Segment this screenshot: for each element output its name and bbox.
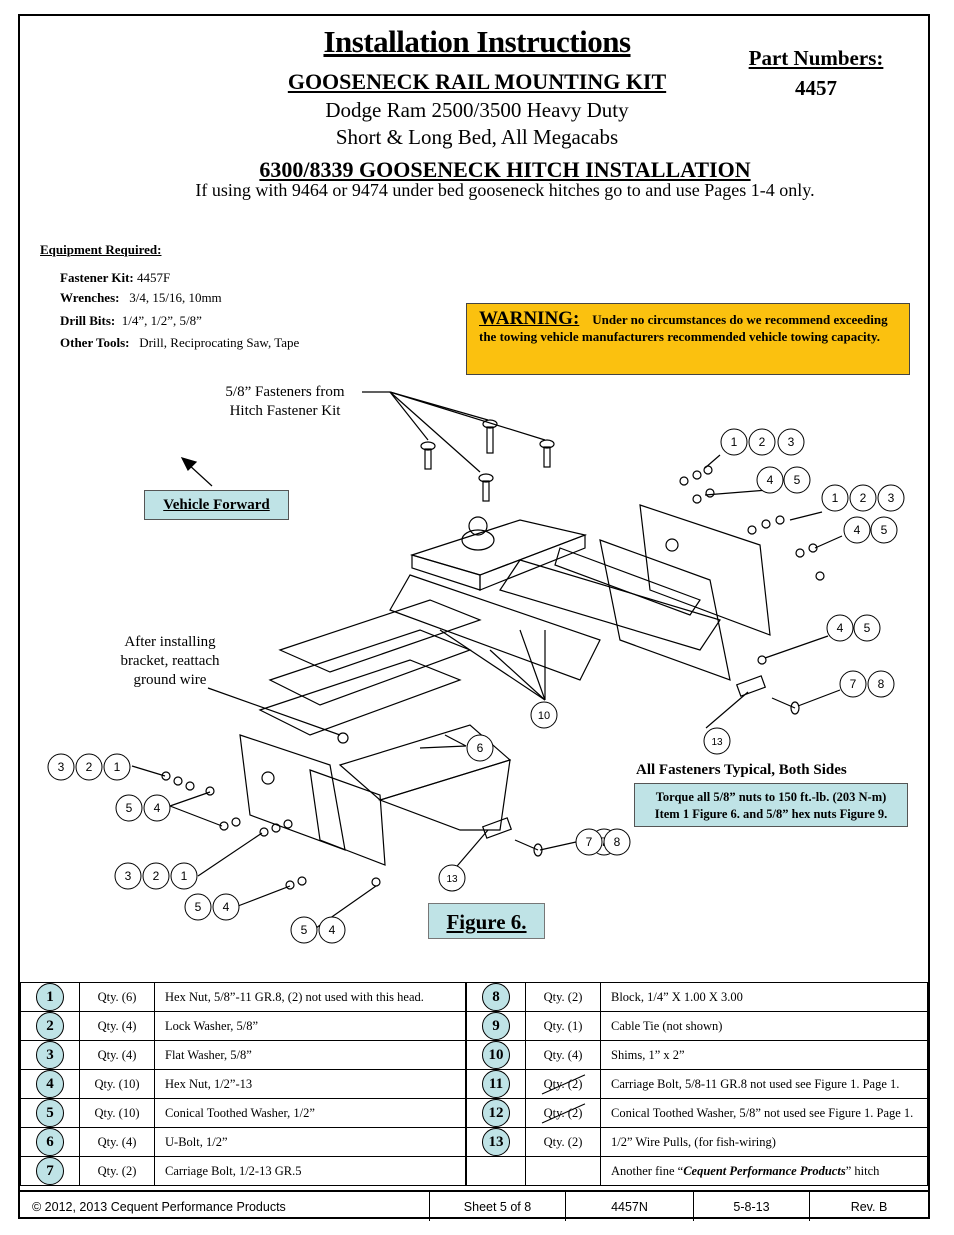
parts-row [21, 983, 928, 1012]
item-number-bubble: 2 [36, 1012, 64, 1040]
item-qty: Qty. (6) [80, 983, 155, 1012]
svg-text:13: 13 [446, 874, 458, 885]
carriage-bolt-7-icon [737, 676, 799, 714]
footer-revision: Rev. B [850, 1199, 888, 1214]
fasteners-callout-line1: 5/8” Fasteners from [225, 384, 345, 400]
footer-copyright: © 2012, 2013 Cequent Performance Products [20, 1192, 430, 1221]
leader-line [390, 392, 480, 472]
footer [20, 1190, 928, 1221]
leader-line [170, 792, 210, 806]
leader-line [132, 766, 165, 776]
item-qty-text: Qty. (2) [543, 1105, 583, 1120]
leader-line [390, 392, 545, 440]
callout-bubble [854, 615, 880, 641]
leader-line [815, 536, 842, 548]
callout-bubble [604, 829, 630, 855]
item-number-cell [466, 1070, 526, 1099]
callout-bubble [104, 754, 130, 780]
svg-text:13: 13 [711, 737, 723, 748]
item-description: Conical Toothed Washer, 1/2” [155, 1099, 467, 1128]
leader-line [238, 886, 290, 906]
vehicle-line-2: Short & Long Bed, All Megacabs [335, 125, 619, 149]
svg-text:8: 8 [613, 835, 621, 849]
equipment-label: Other Tools: [60, 335, 130, 350]
item-number-bubble: 6 [36, 1128, 64, 1156]
callout-bubble [840, 671, 866, 697]
ground-wire-line3: ground wire [133, 672, 207, 688]
item-number-bubble: 9 [482, 1012, 510, 1040]
parts-row [21, 1012, 928, 1041]
leader-line [440, 630, 545, 700]
ground-wire-line2: bracket, reattach [120, 653, 220, 669]
bracket-hole [262, 772, 274, 784]
item-qty: Qty. (4) [80, 1128, 155, 1157]
svg-text:7: 7 [849, 677, 857, 691]
carriage-bolt-icon [479, 474, 493, 501]
svg-text:5: 5 [863, 621, 871, 635]
callout-bubble [48, 754, 74, 780]
item-qty-text: Qty. (2) [543, 1076, 583, 1091]
item-qty [526, 1128, 601, 1157]
callout-bubble [531, 702, 557, 728]
item-description: Carriage Bolt, 5/8-11 GR.8 not used see Figure 1. Page 1. [601, 1070, 928, 1099]
item-number-cell [466, 1012, 526, 1041]
side-bracket-left [240, 735, 345, 850]
kit-subtitle: GOOSENECK RAIL MOUNTING KIT [287, 69, 667, 94]
equipment-value: 4457F [137, 270, 171, 285]
callout-bubble [171, 863, 197, 889]
svg-text:3: 3 [57, 760, 65, 774]
callout-bubble [878, 485, 904, 511]
carriage-bolt-7-icon [483, 818, 542, 856]
item-number-cell [21, 1099, 80, 1128]
item-number-bubble: 1 [36, 983, 64, 1011]
svg-text:4: 4 [153, 801, 161, 815]
callout-bubble [143, 863, 169, 889]
callout-bubble [704, 728, 730, 754]
frame-rail-end [380, 760, 510, 830]
item-number-cell [466, 1128, 526, 1157]
item-description: 1/2” Wire Pulls, (for fish-wiring) [601, 1128, 928, 1157]
svg-text:2: 2 [85, 760, 93, 774]
item-number-bubble: 4 [36, 1070, 64, 1098]
torque-line2: Item 1 Figure 6. and 5/8” hex nuts Figure 9. [654, 807, 888, 821]
callout-bubble [116, 795, 142, 821]
callout-bubble [868, 671, 894, 697]
vehicle-forward-label: Vehicle Forward [144, 490, 289, 520]
callout-bubble [319, 917, 345, 943]
item-description: Block, 1/4” X 1.00 X 3.00 [601, 983, 928, 1012]
svg-text:5: 5 [793, 473, 801, 487]
callout-bubble [576, 829, 602, 855]
torque-note [634, 783, 908, 827]
svg-text:3: 3 [787, 435, 795, 449]
leader-line [170, 806, 222, 826]
item-number-cell [466, 1099, 526, 1128]
item-number-bubble: 7 [36, 1157, 64, 1185]
bed-floor-corrugation [270, 630, 470, 705]
part-numbers-label: Part Numbers: [748, 46, 884, 70]
item-qty [526, 1099, 601, 1128]
item-qty: Qty. (10) [80, 1099, 155, 1128]
warning-title: WARNING: [479, 308, 580, 329]
item-qty: Qty. (10) [80, 1070, 155, 1099]
footer-sheet: Sheet 5 of 8 [430, 1192, 566, 1221]
item-number-bubble: 10 [482, 1041, 510, 1069]
item-description [601, 1157, 928, 1186]
callout-bubble [213, 894, 239, 920]
item-number-cell [466, 1041, 526, 1070]
page-title: Installation Instructions [323, 24, 631, 59]
item-qty [526, 983, 601, 1012]
svg-text:3: 3 [887, 491, 895, 505]
callout-bubble [185, 894, 211, 920]
svg-text:2: 2 [859, 491, 867, 505]
callout-bubble [850, 485, 876, 511]
item-description: Hex Nut, 1/2”-13 [155, 1070, 467, 1099]
ground-wire-callout [100, 633, 240, 690]
bed-floor-corrugation [260, 660, 460, 735]
item-number-cell [21, 1012, 80, 1041]
svg-text:10: 10 [537, 710, 551, 722]
equipment-label: Wrenches: [60, 290, 120, 305]
svg-text:5: 5 [880, 523, 888, 537]
parts-table [20, 982, 928, 1186]
callout-bubble [844, 517, 870, 543]
leader-line [445, 735, 466, 746]
callout-bubble [784, 467, 810, 493]
arrow-head [182, 458, 196, 470]
callout-bubble [115, 863, 141, 889]
callout-bubble [467, 735, 493, 761]
svg-text:1: 1 [730, 435, 738, 449]
callout-bubble [144, 795, 170, 821]
item-number-cell [21, 983, 80, 1012]
callout-bubble [871, 517, 897, 543]
item-qty [526, 1041, 601, 1070]
callout-bubble [778, 429, 804, 455]
figure-label-text: Figure 6. [446, 910, 527, 934]
item-description: U-Bolt, 1/2” [155, 1128, 467, 1157]
callout-bubble [827, 615, 853, 641]
footer-doc-number: 4457N [566, 1192, 694, 1221]
svg-text:4: 4 [853, 523, 861, 537]
item-description: Hex Nut, 5/8”-11 GR.8, (2) not used with this head. [155, 983, 467, 1012]
svg-text:3: 3 [124, 869, 132, 883]
svg-text:5: 5 [300, 923, 308, 937]
svg-text:2: 2 [152, 869, 160, 883]
item-description: Shims, 1” x 2” [601, 1041, 928, 1070]
item-description: Flat Washer, 5/8” [155, 1041, 467, 1070]
item-number-bubble: 12 [482, 1099, 510, 1127]
fasteners-callout [210, 383, 360, 421]
leader-line [198, 833, 262, 876]
leader-line [790, 512, 822, 520]
svg-text:5: 5 [125, 801, 133, 815]
parts-row [21, 1157, 928, 1186]
item-number-cell [466, 1157, 526, 1186]
equipment-label: Drill Bits: [60, 313, 116, 328]
ground-wire-line1: After installing [124, 634, 216, 650]
leader-line [798, 690, 840, 706]
svg-text:6: 6 [476, 741, 484, 755]
callout-bubble [757, 467, 783, 493]
leader-line [520, 630, 545, 700]
svg-text:4: 4 [328, 923, 336, 937]
svg-text:1: 1 [113, 760, 121, 774]
vehicle-line-1: Dodge Ram 2500/3500 Heavy Duty [325, 98, 629, 122]
leader-line [765, 636, 828, 658]
cross-rail [500, 560, 720, 650]
item-description: Lock Washer, 5/8” [155, 1012, 467, 1041]
svg-text:7: 7 [585, 835, 593, 849]
hitch-note-prefix: Another fine “ [611, 1163, 684, 1178]
item-number-cell [21, 1128, 80, 1157]
callout-bubble [749, 429, 775, 455]
parts-row [21, 1099, 928, 1128]
item-number-bubble: 13 [482, 1128, 510, 1156]
item-qty [526, 1157, 601, 1186]
item-description: Conical Toothed Washer, 5/8” not used see Figure 1. Page 1. [601, 1099, 928, 1128]
equipment-title: Equipment Required: [40, 242, 162, 257]
item-qty: Qty. (2) [80, 1157, 155, 1186]
item-qty-text: Qty. (1) [543, 1018, 583, 1033]
parts-row [21, 1041, 928, 1070]
cross-rail-rib [555, 548, 700, 615]
side-bracket-left-inner [310, 770, 385, 865]
pages-note: If using with 9464 or 9474 under bed gooseneck hitches go to and use Pages 1-4 only. [195, 180, 815, 200]
item-number-bubble: 11 [482, 1070, 510, 1098]
figure-label [428, 903, 545, 939]
torque-line1: Torque all 5/8” nuts to 150 ft.-lb. (203 N-m) [655, 790, 887, 804]
item-description: Carriage Bolt, 1/2-13 GR.5 [155, 1157, 467, 1186]
leader-line [705, 455, 720, 468]
svg-text:4: 4 [222, 900, 230, 914]
item-qty [526, 1070, 601, 1099]
part-number: 4457 [795, 76, 837, 100]
leader-line [208, 688, 340, 735]
svg-text:2: 2 [758, 435, 766, 449]
leader-line [706, 692, 748, 728]
item-number-cell [21, 1157, 80, 1186]
item-number-cell [21, 1041, 80, 1070]
callout-bubble [439, 865, 465, 891]
carriage-bolt-icon [421, 442, 435, 469]
item-qty-text: Qty. (2) [543, 1134, 583, 1149]
svg-text:4: 4 [766, 473, 774, 487]
item-qty-text: Qty. (2) [543, 989, 583, 1004]
item-number-bubble: 3 [36, 1041, 64, 1069]
item-number-bubble: 5 [36, 1099, 64, 1127]
equipment-value: 1/4”, 1/2”, 5/8” [121, 313, 202, 328]
equipment-value: Drill, Reciprocating Saw, Tape [139, 335, 300, 350]
hitch-plate-front [480, 535, 585, 590]
svg-text:1: 1 [831, 491, 839, 505]
parts-row [21, 1128, 928, 1157]
item-number-bubble: 8 [482, 983, 510, 1011]
frame-rail [600, 540, 730, 680]
hitch-installation-heading: 6300/8339 GOOSENECK HITCH INSTALLATION [259, 157, 751, 182]
leader-line [420, 746, 466, 748]
carriage-bolt-icon [540, 440, 554, 467]
item-number-cell [21, 1070, 80, 1099]
leader-line [540, 842, 576, 850]
hitch-plate-side [412, 555, 480, 590]
equipment-label: Fastener Kit: [60, 270, 134, 285]
leader-line [390, 392, 428, 440]
svg-text:4: 4 [836, 621, 844, 635]
callout-bubble [291, 917, 317, 943]
callout-bubble [721, 429, 747, 455]
item-qty: Qty. (4) [80, 1012, 155, 1041]
svg-text:1: 1 [180, 869, 188, 883]
equipment-value: 3/4, 15/16, 10mm [129, 290, 222, 305]
item-qty-text: Qty. (4) [543, 1047, 583, 1062]
item-qty: Qty. (4) [80, 1041, 155, 1070]
warning-text: Under no circumstances do we recommend exceeding the towing vehicle manufacturers recommended vehicle towing capacity. [479, 312, 888, 344]
fasteners-callout-line2: Hitch Fastener Kit [229, 403, 341, 419]
hitch-note-suffix: ” hitch [845, 1163, 880, 1178]
vehicle-forward-arrow [188, 464, 212, 486]
svg-text:5: 5 [194, 900, 202, 914]
item-qty [526, 1012, 601, 1041]
svg-text:8: 8 [877, 677, 885, 691]
item-number-cell [466, 983, 526, 1012]
all-fasteners-note: All Fasteners Typical, Both Sides [636, 762, 847, 778]
brand-name: Cequent Performance Products [683, 1163, 846, 1178]
footer-date: 5-8-13 [694, 1192, 810, 1221]
ball-top-icon [469, 517, 487, 535]
parts-row [21, 1070, 928, 1099]
callout-bubble [76, 754, 102, 780]
item-description: Cable Tie (not shown) [601, 1012, 928, 1041]
callout-bubble [822, 485, 848, 511]
bracket-hole [666, 539, 678, 551]
